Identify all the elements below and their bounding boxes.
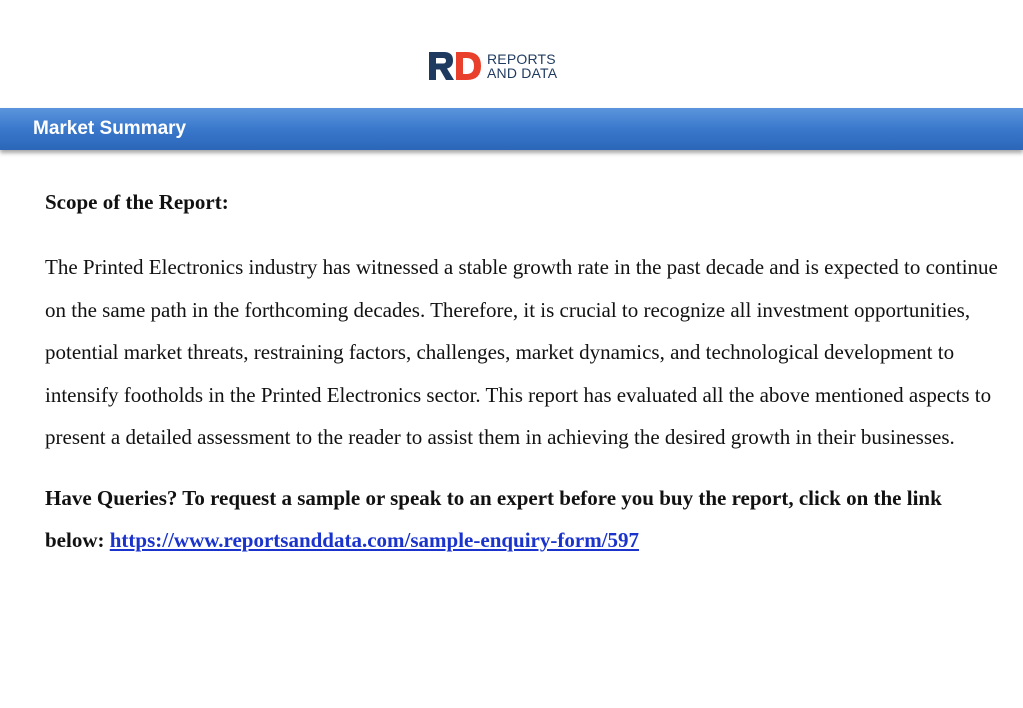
- logo-line-1: REPORTS: [487, 51, 556, 67]
- reports-and-data-logo: [428, 50, 557, 82]
- content-area: [45, 186, 1005, 562]
- section-banner: [0, 108, 1023, 150]
- banner-title: Market Summary: [33, 118, 187, 139]
- logo-text: [487, 52, 557, 80]
- scope-paragraph: The Printed Electronics industry has witnessed a stable growth rate in the past decade and is expected to continue on the same path in the forthcoming decades. Therefore, it is crucial to recognize all investment opportunities, potential market threats, restraining factors, challenges, market dynamics, and technological development to intensify footholds in the Printed Electronics sector. This report has evaluated all the above mentioned aspects to present a detailed assessment to the reader to assist them in achieving the desired growth in their businesses.: [45, 255, 998, 449]
- sample-enquiry-link[interactable]: https://www.reportsanddata.com/sample-enquiry-form/597: [109, 528, 640, 552]
- query-paragraph: [45, 477, 1005, 562]
- rd-logo-icon: [428, 51, 482, 81]
- logo-line-2: AND DATA: [487, 65, 558, 81]
- section-heading: Scope of the Report:: [45, 190, 229, 214]
- query-text: Have Queries? To request a sample or speak to an expert before you buy the report, click on the link below:: [45, 485, 942, 552]
